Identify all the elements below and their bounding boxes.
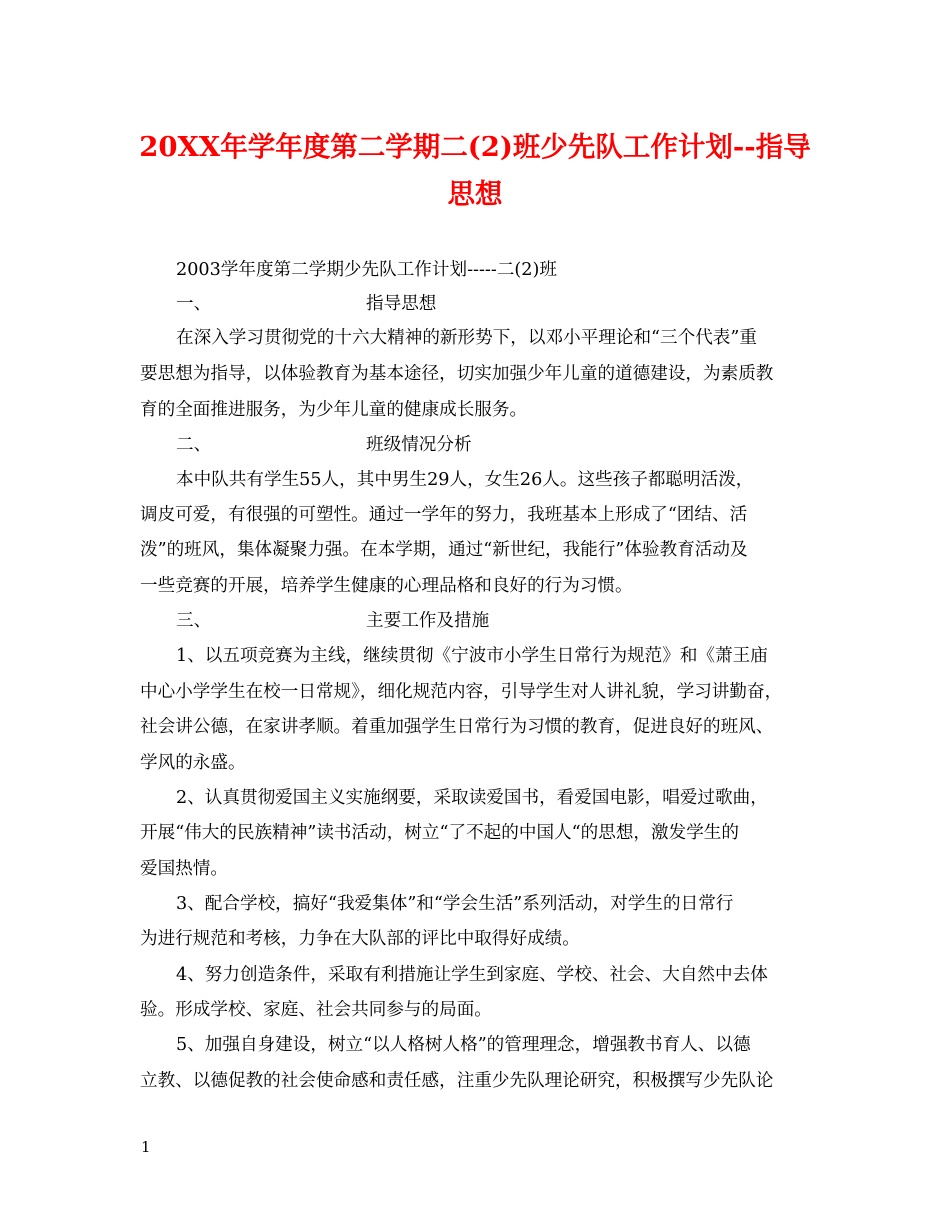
paragraph-line: 立教、以德促教的社会使命感和责任感，注重少先队理论研究，积极撰写少先队论 bbox=[140, 1071, 774, 1091]
paragraph-line: 开展“伟大的民族精神”读书活动，树立“了不起的中国人“的思想，激发学生的 bbox=[140, 823, 739, 843]
paragraph-line: 验。形成学校、家庭、社会共同参与的局面。 bbox=[140, 1000, 492, 1020]
section-number: 二、 bbox=[176, 435, 212, 455]
title-line-2: 思想 bbox=[447, 178, 503, 210]
paragraph-line: 2、认真贯彻爱国主义实施纲要，采取读爱国书，看爱国电影，唱爱过歌曲， bbox=[176, 788, 768, 808]
paragraph-line: 1、以五项竞赛为主线，继续贯彻《宁波市小学生日常行为规范》和《萧王庙 bbox=[176, 646, 768, 666]
paragraph-line: 育的全面推进服务，为少年儿童的健康成长服务。 bbox=[140, 400, 528, 420]
section-title: 指导思想 bbox=[366, 294, 437, 314]
title-line-1: 20XX年学年度第二学期二(2)班少先队工作计划--指导 bbox=[139, 131, 811, 163]
paragraph-line: 爱国热情。 bbox=[140, 859, 228, 879]
paragraph-line: 4、努力创造条件，采取有利措施让学生到家庭、学校、社会、大自然中去体 bbox=[176, 965, 768, 985]
page-number: 1 bbox=[141, 1138, 151, 1156]
paragraph-line: 要思想为指导，以体验教育为基本途径，切实加强少年儿童的道德建设，为素质教 bbox=[140, 364, 774, 384]
paragraph-line: 为进行规范和考核，力争在大队部的评比中取得好成绩。 bbox=[140, 929, 580, 949]
paragraph-line: 学风的永盛。 bbox=[140, 753, 246, 773]
paragraph-line: 本中队共有学生55人，其中男生29人，女生26人。这些孩子都聪明活泼， bbox=[176, 470, 754, 490]
section-heading-2 bbox=[176, 432, 472, 458]
document-title bbox=[120, 124, 830, 218]
section-title: 班级情况分析 bbox=[366, 435, 472, 455]
paragraph-line: 5、加强自身建设，树立“以人格树人格”的管理理念，增强教书育人、以德 bbox=[176, 1035, 751, 1055]
section-heading-1 bbox=[176, 291, 436, 317]
paragraph-line: 调皮可爱，有很强的可塑性。通过一学年的努力，我班基本上形成了“团结、活 bbox=[140, 505, 748, 525]
section-number: 一、 bbox=[176, 294, 212, 314]
paragraph-line: 一些竞赛的开展，培养学生健康的心理品格和良好的行为习惯。 bbox=[140, 576, 633, 596]
section-number: 三、 bbox=[176, 611, 212, 631]
subtitle: 2003学年度第二学期少先队工作计划-----二(2)班 bbox=[176, 260, 557, 280]
section-title: 主要工作及措施 bbox=[366, 611, 490, 631]
paragraph-line: 中心小学学生在校一日常规》，细化规范内容，引导学生对人讲礼貌，学习讲勤奋， bbox=[140, 682, 783, 702]
paragraph-line: 社会讲公德，在家讲孝顺。着重加强学生日常行为习惯的教育，促进良好的班风、 bbox=[140, 717, 774, 737]
paragraph-line: 3、配合学校，搞好“我爱集体”和“学会生活”系列活动，对学生的日常行 bbox=[176, 894, 734, 914]
section-heading-3 bbox=[176, 608, 489, 634]
paragraph-line: 在深入学习贯彻党的十六大精神的新形势下，以邓小平理论和“三个代表”重 bbox=[176, 328, 757, 348]
paragraph-line: 泼”的班风，集体凝聚力强。在本学期，通过“新世纪，我能行”体验教育活动及 bbox=[140, 540, 748, 560]
